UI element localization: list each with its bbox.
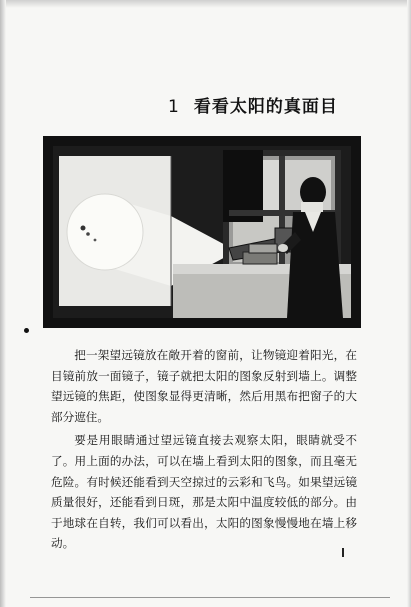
- chapter-title: 看看太阳的真面目: [193, 97, 338, 117]
- paragraph-1: 把一架望远镜放在敞开着的窗前，让物镜迎着阳光，在目镜前放一面镜子，镜子就把太阳的图象反射到墙上。调整望远镜的焦距，使图象显得更清晰，然后用黑布把窗子的大部分遮住。: [51, 348, 357, 424]
- page-bottom-rule: [30, 597, 390, 598]
- margin-mark: [342, 548, 344, 557]
- body-text: [51, 345, 357, 554]
- scan-edge-top: [0, 0, 411, 8]
- paragraph-2: 要是用眼睛通过望远镜直接去观察太阳，眼睛就受不了。用上面的办法，可以在墙上看到太阳的图象，而且毫无危险。有时候还能看到天空掠过的云彩和飞鸟。如果望远镜质量很好，还能看到日斑，那是太阳中温度较低的部分。由于地球在自转，我们可以看出，太阳的图象慢慢地在墙上移动。: [51, 433, 357, 551]
- scan-edge-right: [407, 0, 411, 607]
- scan-edge-left: [0, 0, 6, 607]
- telescope-scene-drawing: [43, 136, 361, 328]
- illustration-telescope-sun-projection: [43, 136, 361, 328]
- margin-dot: [24, 328, 29, 333]
- chapter-number: 1: [168, 97, 180, 117]
- chapter-heading: [168, 92, 378, 117]
